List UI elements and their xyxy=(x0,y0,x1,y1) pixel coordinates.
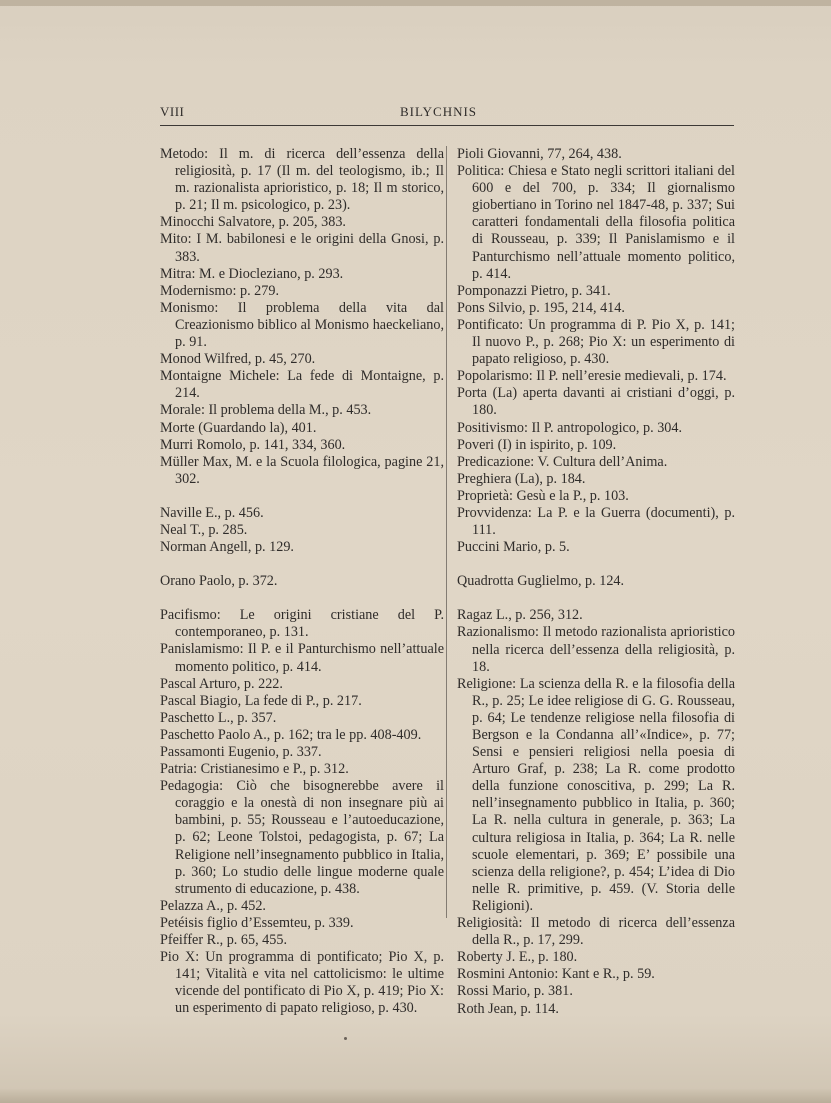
index-entry: Pons Silvio, p. 195, 214, 414. xyxy=(457,299,625,316)
index-entry: Predicazione: V. Cultura dell’Anima. xyxy=(457,453,668,470)
index-entry: Mito: I M. babilonesi e le origini della Gnosi, p. 383. xyxy=(160,231,444,265)
index-column-left xyxy=(160,146,444,1018)
index-entry: Naville E., p. 456. xyxy=(160,504,264,521)
index-entry: Popolarismo: Il P. nell’eresie medievali, p. 174. xyxy=(457,368,727,385)
index-entry: Rosmini Antonio: Kant e R., p. 59. xyxy=(457,966,655,983)
index-entry: Pelazza A., p. 452. xyxy=(160,897,266,914)
entry-gap xyxy=(160,488,444,505)
index-entry: Pio X: Un programma di pontificato; Pio X, p. 141; Vitalità e vita nel cattolicismo: le ultime vicende del pontificato di Pio X, p. 419; Pio X: un esperimento di papato religioso, p. 430. xyxy=(160,949,444,1017)
index-column-right xyxy=(457,146,735,1018)
index-entry: Roberty J. E., p. 180. xyxy=(457,949,578,966)
index-entry: Paschetto Paolo A., p. 162; tra le pp. 408-409. xyxy=(160,726,422,743)
index-entry: Preghiera (La), p. 184. xyxy=(457,470,586,487)
index-entry: Monod Wilfred, p. 45, 270. xyxy=(160,351,316,368)
index-entry: Modernismo: p. 279. xyxy=(160,282,280,299)
index-entry: Ragaz L., p. 256, 312. xyxy=(457,607,583,624)
index-entry: Pascal Biagio, La fede di P., p. 217. xyxy=(160,692,362,709)
ink-speck xyxy=(344,1037,347,1040)
index-entry: Politica: Chiesa e Stato negli scrittori italiani del 600 e del 700, p. 334; Il giornalismo giobertiano in Torino nel 1847-48, p. 337; Sui caratteri fondamentali della filosofia politica di Rousseau, p. 339; Il Panislamismo e il Panturchismo nell’attuale momento politico, p. 414. xyxy=(457,163,735,282)
column-divider xyxy=(446,146,447,918)
index-entry: Monismo: Il problema della vita dal Creazionismo biblico al Monismo haeckeliano, p. 91. xyxy=(160,299,444,351)
index-entry: Paschetto L., p. 357. xyxy=(160,709,277,726)
index-entry: Pascal Arturo, p. 222. xyxy=(160,675,283,692)
index-entry: Müller Max, M. e la Scuola filologica, pagine 21, 302. xyxy=(160,453,444,487)
index-entry: Morale: Il problema della M., p. 453. xyxy=(160,402,372,419)
index-entry: Razionalismo: Il metodo razionalista aprioristico nella ricerca dell’essenza della religiosità, p. 18. xyxy=(457,624,735,675)
index-entry: Proprietà: Gesù e la P., p. 103. xyxy=(457,487,629,504)
index-entry: Metodo: Il m. di ricerca dell’essenza della religiosità, p. 17 (Il m. del teologismo, ib.; Il m. razionalista aprioristico, p. 18; Il m storico, p. 21; Il m. psicologico, p. 23). xyxy=(160,146,444,214)
journal-title: BILYCHNIS xyxy=(400,104,478,119)
index-entry: Minocchi Salvatore, p. 205, 383. xyxy=(160,214,346,231)
index-entry: Religiosità: Il metodo di ricerca dell’essenza della R., p. 17, 299. xyxy=(457,915,735,949)
running-header xyxy=(160,104,734,124)
index-entry: Pedagogia: Ciò che bisognerebbe avere il coraggio e la onestà di non insegnare più ai bambini, p. 55; Rousseau e l’autoeducazione, p. 62; Leone Tolstoi, pedagogista, p. 67; La Religione nell’insegnamento pubblico in Italia, p. 360; Lo studio delle lingue moderne quale strumento di educazione, p. 438. xyxy=(160,778,444,897)
index-entry: Petéisis figlio d’Essemteu, p. 339. xyxy=(160,914,354,931)
index-entry: Pioli Giovanni, 77, 264, 438. xyxy=(457,146,622,162)
index-entry: Neal T., p. 285. xyxy=(160,521,248,538)
index-entry: Positivismo: Il P. antropologico, p. 304. xyxy=(457,419,683,436)
page-bottom-edge xyxy=(0,1089,831,1103)
index-entry: Pontificato: Un programma di P. Pio X, p. 141; Il nuovo P., p. 268; Pio X: un esperimento di papato religioso, p. 430. xyxy=(457,316,735,368)
header-rule xyxy=(160,125,734,126)
entry-gap xyxy=(457,556,735,573)
index-entry: Pacifismo: Le origini cristiane del P. contemporaneo, p. 131. xyxy=(160,607,444,641)
index-entry: Murri Romolo, p. 141, 334, 360. xyxy=(160,436,346,453)
index-entry: Mitra: M. e Diocleziano, p. 293. xyxy=(160,265,344,282)
index-entry: Passamonti Eugenio, p. 337. xyxy=(160,744,322,760)
index-entry: Rossi Mario, p. 381. xyxy=(457,983,573,1000)
index-entry: Pfeiffer R., p. 65, 455. xyxy=(160,932,288,949)
entry-gap xyxy=(457,590,735,607)
index-entry: Porta (La) aperta davanti ai cristiani d’oggi, p. 180. xyxy=(457,385,735,419)
page-number: VIII xyxy=(160,104,185,119)
index-entry: Provvidenza: La P. e la Guerra (documenti), p. 111. xyxy=(457,504,735,539)
index-entry: Roth Jean, p. 114. xyxy=(457,1000,559,1017)
entry-gap xyxy=(160,556,444,573)
index-entry: Pomponazzi Pietro, p. 341. xyxy=(457,282,611,299)
index-entry: Puccini Mario, p. 5. xyxy=(457,539,570,556)
index-entry: Quadrotta Guglielmo, p. 124. xyxy=(457,573,625,590)
index-entry: Montaigne Michele: La fede di Montaigne, p. 214. xyxy=(160,368,444,402)
index-entry: Religione: La scienza della R. e la filosofia della R., p. 25; Le idee religiose di G. G. Rousseau, p. 64; Le tendenze religiose nella filosofia di Bergson e la Condanna all’«Indice», p. 77; Sensi e pensieri religiosi nella poesia di Arturo Graf, p. 238; La R. come prodotto della funzione conoscitiva, p. 299; La R. nell’insegnamento pubblico in Italia, p. 360; La R. nella cultura in generale, p. 363; La cultura religiosa in Italia, p. 364; La R. nelle scuole elementari, p. 369; E’ possibile una scienza della religione?, p. 454; L’idea di Dio nelle R. primitive, p. 459. (V. Storia delle Religioni). xyxy=(457,675,735,914)
index-entry: Patria: Cristianesimo e P., p. 312. xyxy=(160,761,349,778)
index-entry: Poveri (I) in ispirito, p. 109. xyxy=(457,436,617,453)
index-entry: Morte (Guardando la), 401. xyxy=(160,419,317,436)
index-entry: Panislamismo: Il P. e il Panturchismo nell’attuale momento politico, p. 414. xyxy=(160,641,444,675)
index-entry: Norman Angell, p. 129. xyxy=(160,539,294,556)
index-entry: Orano Paolo, p. 372. xyxy=(160,573,278,590)
entry-gap xyxy=(160,590,444,607)
page-top-edge xyxy=(0,0,831,6)
